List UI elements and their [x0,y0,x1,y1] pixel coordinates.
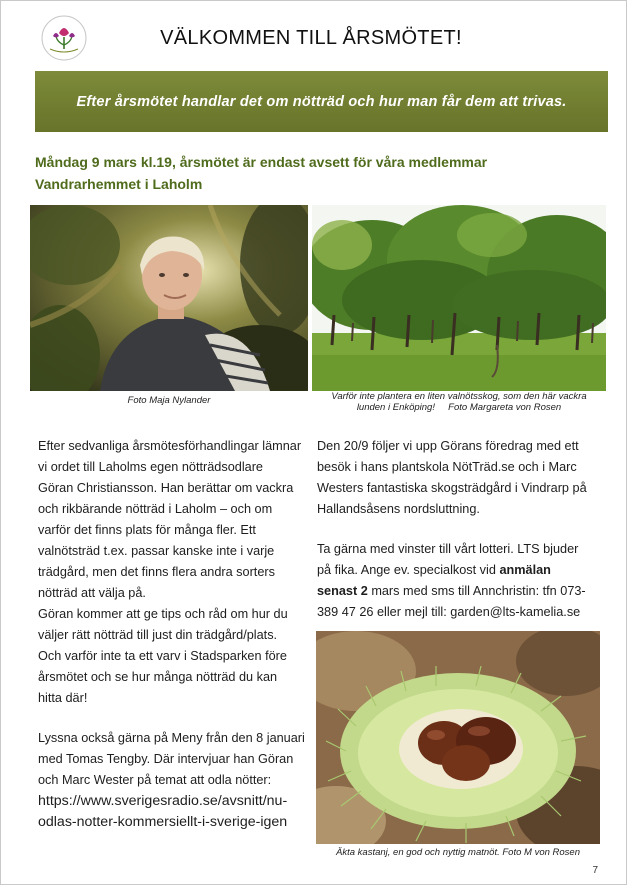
paragraph-line: Göran Christiansson. Han berättar om vackra [38,481,294,495]
text-span: på fika. Ange ev. specialkost vid [317,563,496,577]
paragraph-line: årsmötet och se hur många nötträd du kan [38,670,278,684]
paragraph-line: trädgård, men det finns flera andra sorters [38,565,275,579]
walnut-grove-photo [312,205,606,391]
text-span: mars med sms till Annchristin: tfn 073- [371,584,586,598]
paragraph-line: Hallandsåsens nordsluttning. [317,502,480,516]
radio-episode-link[interactable]: https://www.sverigesradio.se/avsnitt/nu- [38,793,288,809]
paragraph-line: nötträd att välja på. [38,586,146,600]
paragraph-line: och rikbärande nötträd i Laholm – och om [38,502,273,516]
society-logo [41,15,87,61]
event-venue-line: Vandrarhemmet i Laholm [35,176,203,192]
paragraph-line [317,560,609,581]
portrait-photo [30,205,308,391]
deadline-emphasis: senast 2 [317,584,368,598]
right-column-text [317,436,609,623]
portrait-caption: Foto Maja Nylander [127,395,211,406]
paragraph-line: Göran kommer att ge tips och råd om hur du [38,607,288,621]
chestnut-caption: Äkta kastanj, en god och nyttig matnöt. Foto M von Rosen [336,847,580,858]
paragraph-line: Westers fantastiska skogsträdgård i Vindrarp på [317,481,587,495]
paragraph-line: Ta gärna med vinster till vårt lotteri. LTS bjuder [317,542,579,556]
walnut-grove-caption-line2: lunden i Enköping! Foto Margareta von Rosen [356,402,562,413]
chestnut-photo [316,631,600,844]
paragraph-line [317,581,609,602]
paragraph-line: hitta där! [38,691,88,705]
paragraph-line: Den 20/9 följer vi upp Görans föredrag med ett [317,439,579,453]
banner-text: Efter årsmötet handlar det om nötträd och hur man får dem att trivas. [76,93,567,110]
paragraph-line: och Marc Wester på temat att odla nötter: [38,773,272,787]
page-title: VÄLKOMMEN TILL ÅRSMÖTET! [160,27,462,49]
paragraph-line: Lyssna också gärna på Meny från den 8 januari [38,731,305,745]
paragraph-line: besök i hans plantskola NötTräd.se och i Marc [317,460,577,474]
paragraph-line: väljer rätt nötträd till just din trädgård/plats. [38,628,278,642]
paragraph-line: med Tomas Tengby. Där intervjuar han Göran [38,752,294,766]
walnut-grove-caption [312,391,606,413]
paragraph-line: vi ordet till Laholms egen nötträdsodlare [38,460,263,474]
paragraph-line: Efter sedvanliga årsmötesförhandlingar lämnar [38,439,302,453]
paragraph-line: varför det finns plats för många fler. Ett [38,523,256,537]
page-number: 7 [592,865,598,876]
contact-line[interactable]: 389 47 26 eller mejl till: garden@lts-kamelia.se [317,605,581,619]
event-date-line: Måndag 9 mars kl.19, årsmötet är endast avsett för våra medlemmar [35,154,488,170]
radio-episode-link[interactable]: odlas-notter-kommersiellt-i-sverige-igen [38,814,288,830]
event-info [35,151,487,195]
paragraph-line: valnötsträd t.ex. passar kanske inte i varje [38,544,275,558]
walnut-grove-caption-line1: Varför inte plantera en liten valnötsskog, som den här vackra [331,391,587,402]
paragraph-line: Och varför inte ta ett varv i Stadsparken före [38,649,287,663]
signup-emphasis: anmälan [499,563,551,577]
theme-banner [35,71,608,132]
left-column-text [38,436,310,833]
